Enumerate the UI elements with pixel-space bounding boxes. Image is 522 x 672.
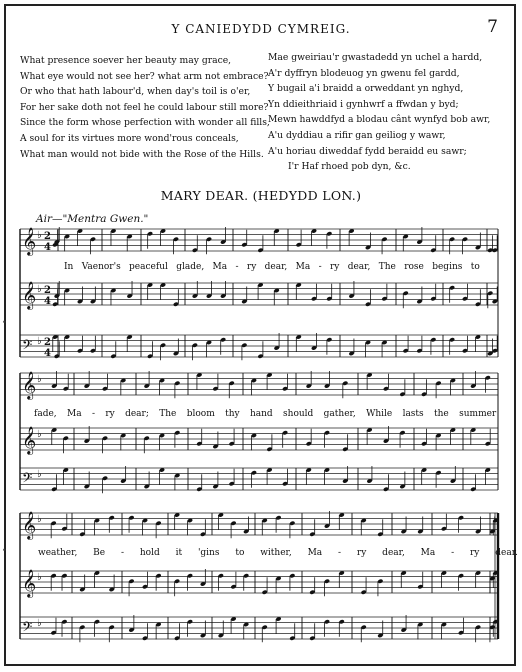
flat-icon: ♭ xyxy=(37,469,42,480)
verse-line: Mewn hawddfyd a blodau cânt wynfyd bob awr, xyxy=(268,114,491,126)
treble-clef-icon: 𝄞 xyxy=(22,511,37,539)
flat-icon: ♭ xyxy=(37,514,42,525)
verse-refrain: I'r Haf rhoed pob dyn, &c. xyxy=(288,161,411,173)
lyric-line: In Vaenor's peaceful glade, Ma - ry dear, Ma - ry dear, The rose begins to xyxy=(64,262,480,272)
page-number: 7 xyxy=(487,17,498,37)
bass-clef-icon: 𝄢 xyxy=(22,337,33,356)
time-signature: 4 xyxy=(44,348,51,359)
margin-mark: • xyxy=(2,318,7,327)
verse-line: A soul for its virtues more wond'rous conceals, xyxy=(20,132,239,144)
time-signature: 2 xyxy=(44,285,51,296)
verse-line: What man would not bide with the Rose of the Hills. xyxy=(20,148,264,160)
verse-line: What presence soever her beauty may grace, xyxy=(20,55,232,66)
music-system xyxy=(20,227,498,360)
flat-icon: ♭ xyxy=(37,374,42,385)
verse-line: Yn ddieithriaid i gynhwrf a ffwdan y byd; xyxy=(268,98,459,110)
flat-icon: ♭ xyxy=(37,284,42,295)
bass-clef-icon: 𝄢 xyxy=(22,470,33,489)
verse-line: What eye would not see her? what arm not embrace? xyxy=(20,70,269,82)
treble-clef-icon: 𝄞 xyxy=(22,569,37,597)
music-system xyxy=(20,371,498,493)
time-signature: 2 xyxy=(44,337,51,348)
flat-icon: ♭ xyxy=(37,572,42,583)
lyric-line: fade, Ma - ry dear; The bloom thy hand should gather, While lasts the summer xyxy=(34,409,497,419)
flat-icon: ♭ xyxy=(37,429,42,440)
verse-line: Y bugail a'i braidd a orweddant yn nghyd, xyxy=(268,83,464,95)
running-head: Y CANIEDYDD CYMREIG. xyxy=(171,22,351,36)
air-indication: Air—"Mentra Gwen." xyxy=(36,213,149,225)
time-signature: 4 xyxy=(44,296,51,307)
verse-line: Or who that hath labour'd, when day's toil is o'er, xyxy=(20,86,251,98)
time-signature: 4 xyxy=(44,242,51,253)
verse-line: A'u dyddiau a rifir gan geiliog y wawr, xyxy=(268,129,446,141)
verse-line: Since the form whose perfection with wonder all fills, xyxy=(20,117,270,129)
treble-clef-icon: 𝄞 xyxy=(22,281,37,309)
music-system xyxy=(20,511,499,642)
time-signature: 2 xyxy=(44,231,51,242)
verse-line: Mae gweiriau'r gwastadedd yn uchel a hardd, xyxy=(268,52,483,63)
margin-mark: • xyxy=(2,546,7,555)
verse-line: A'r dyffryn blodeuog yn gwenu fel gardd, xyxy=(268,67,460,79)
flat-icon: ♭ xyxy=(37,230,42,241)
flat-icon: ♭ xyxy=(37,336,42,347)
bass-clef-icon: 𝄢 xyxy=(22,619,33,638)
lyric-line: weather, Be - hold it 'gins to wither, Ma - ry dear, Ma - ry dear. xyxy=(38,548,518,558)
verse-line: For her sake doth not feel he could labour still more? xyxy=(20,101,269,113)
treble-clef-icon: 𝄞 xyxy=(22,426,37,454)
treble-clef-icon: 𝄞 xyxy=(22,371,37,399)
music-systems xyxy=(20,227,499,642)
song-title: MARY DEAR. (HEDYDD LON.) xyxy=(160,188,362,203)
verse-line: A'u horiau diweddaf fydd beraidd eu sawr; xyxy=(268,145,467,157)
treble-clef-icon: 𝄞 xyxy=(22,227,37,255)
flat-icon: ♭ xyxy=(37,618,42,629)
